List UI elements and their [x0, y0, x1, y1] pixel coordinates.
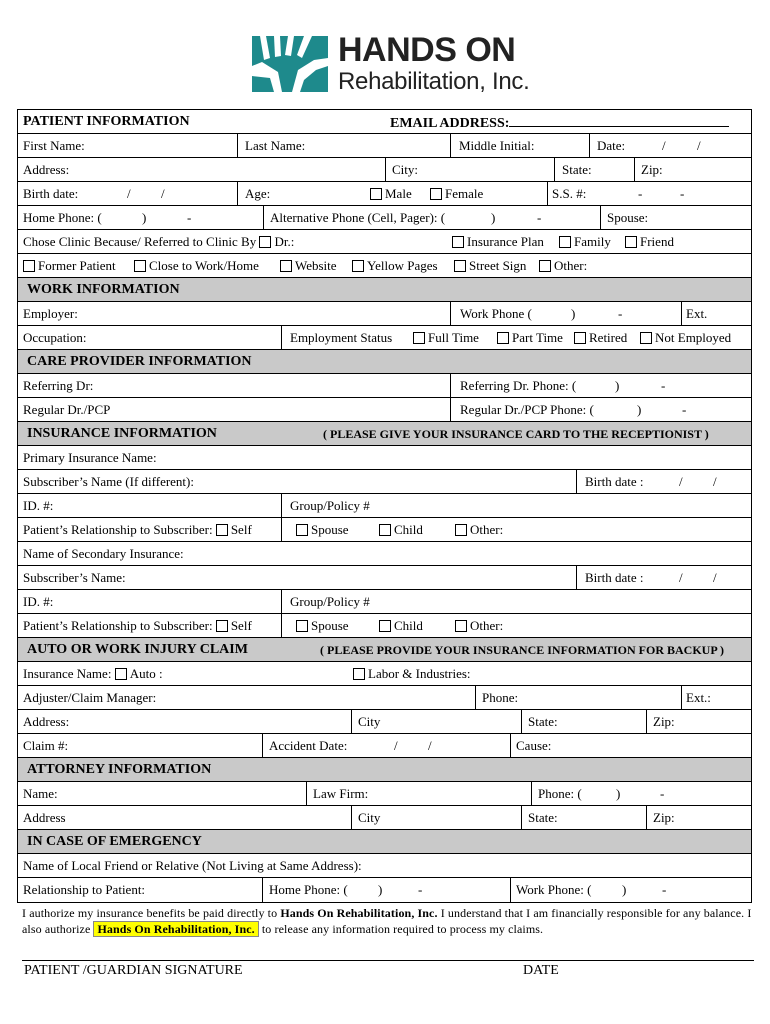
care-header-row [18, 350, 751, 374]
local-friend-field[interactable]: Name of Local Friend or Relative (Not Living at Same Address): [23, 858, 362, 873]
claim-field[interactable]: Claim #: [23, 738, 69, 753]
attorney-zip-field[interactable]: Zip: [646, 806, 753, 829]
street-sign-checkbox[interactable]: Street Sign [454, 258, 526, 273]
attorney-phone-field[interactable]: Phone: ( ) - [531, 782, 753, 805]
age-field[interactable]: Age: [245, 186, 271, 201]
id-field[interactable]: ID. #: [23, 498, 54, 513]
id-2-field[interactable]: ID. #: [23, 594, 54, 609]
section-title-care: CARE PROVIDER INFORMATION [27, 354, 252, 369]
company-name: Hands On Rehabilitation, Inc. [280, 906, 438, 920]
signature-line[interactable] [22, 960, 754, 961]
zip-field[interactable]: Zip: [634, 158, 753, 181]
adjuster-ext-field[interactable]: Ext.: [681, 686, 753, 709]
first-name-field[interactable]: First Name: [23, 138, 85, 153]
middle-initial-field[interactable]: Middle Initial: [450, 134, 589, 157]
emergency-home-phone-field[interactable]: Home Phone: ( ) - [262, 878, 510, 902]
group-policy-2-field[interactable]: Group/Policy # [281, 590, 753, 613]
insurance-plan-checkbox[interactable]: Insurance Plan [452, 234, 544, 249]
group-policy-field[interactable]: Group/Policy # [281, 494, 753, 517]
website-checkbox[interactable]: Website [280, 258, 337, 273]
attorney-address-field[interactable]: Address [23, 810, 66, 825]
occupation-field[interactable]: Occupation: [23, 330, 87, 345]
regular-phone-field[interactable]: Regular Dr./PCP Phone: ( ) - [450, 398, 753, 421]
id-2-row [18, 590, 751, 614]
auto-state-field[interactable]: State: [521, 710, 646, 733]
emergency-header-row [18, 830, 751, 854]
auto-checkbox[interactable] [115, 668, 127, 680]
auto-city-field[interactable]: City [351, 710, 521, 733]
work-phone-field[interactable]: Work Phone ( ) - [450, 302, 681, 325]
relationship-2-label: Patient’s Relationship to Subscriber: Self [23, 618, 252, 633]
relationship-label: Patient’s Relationship to Subscriber: Self [23, 522, 252, 537]
regular-dr-field[interactable]: Regular Dr./PCP [23, 402, 111, 417]
birth-row: Birth date: / / Age: Male Female S.S. #: - - [18, 182, 751, 206]
claim-row [18, 734, 751, 758]
primary-insurance-field[interactable]: Primary Insurance Name: [23, 450, 157, 465]
home-phone-field[interactable]: Home Phone: ( [23, 210, 102, 225]
child-2-checkbox[interactable]: Child [379, 618, 423, 633]
section-title-patient: PATIENT INFORMATION [23, 114, 190, 129]
law-firm-field[interactable]: Law Firm: [306, 782, 531, 805]
part-time-checkbox[interactable]: Part Time [497, 330, 563, 345]
not-employed-checkbox[interactable]: Not Employed [640, 330, 731, 345]
date-field[interactable]: Date: / / [589, 134, 753, 157]
birth-date-field[interactable]: Birth date: [23, 186, 79, 201]
email-label: EMAIL ADDRESS: [390, 114, 729, 131]
subscriber-field[interactable]: Subscriber’s Name (If different): [23, 474, 194, 489]
subscriber-2-birth-date-field[interactable]: Birth date : / / [576, 566, 753, 589]
auto-address-row [18, 710, 751, 734]
section-title-attorney: ATTORNEY INFORMATION [27, 762, 212, 777]
labor-checkbox[interactable]: Labor & Industries: [353, 666, 471, 681]
name-row [18, 134, 751, 158]
regular-dr-row [18, 398, 751, 422]
accident-date-field[interactable]: Accident Date: / / [262, 734, 510, 757]
full-time-checkbox[interactable]: Full Time [413, 330, 479, 345]
occupation-row [18, 326, 751, 350]
insurance-name-label: Insurance Name: Auto : [23, 666, 163, 681]
relationship-row [18, 518, 751, 542]
local-friend-row [18, 854, 751, 878]
employment-status-cell: Employment Status Full Time Part Time Retired Not Employed [281, 326, 753, 349]
other-checkbox[interactable]: Other: [539, 258, 587, 273]
female-checkbox[interactable]: Female [430, 186, 483, 201]
section-title-work: WORK INFORMATION [27, 282, 180, 297]
subscriber-row [18, 470, 751, 494]
subscriber-2-field[interactable]: Subscriber’s Name: [23, 570, 126, 585]
auto-header-row [18, 638, 751, 662]
auto-address-field[interactable]: Address: [23, 714, 70, 729]
insurance-header-row [18, 422, 751, 446]
relationship-2-row [18, 614, 751, 638]
attorney-state-field[interactable]: State: [521, 806, 646, 829]
logo-title: HANDS ON [338, 31, 516, 69]
employer-field[interactable]: Employer: [23, 306, 78, 321]
authorization-text: I authorize my insurance benefits be paid directly to Hands On Rehabilitation, Inc. I understand that I am financially responsible for any balance. I also authorize Hands On Rehabilitation, Inc. to release any information required to process my claims. [22, 906, 752, 936]
referring-dr-row [18, 374, 751, 398]
male-checkbox[interactable]: Male [370, 186, 412, 201]
secondary-insurance-field[interactable]: Name of Secondary Insurance: [23, 546, 184, 561]
child-checkbox[interactable]: Child [379, 522, 423, 537]
attorney-address-row [18, 806, 751, 830]
attorney-name-field[interactable]: Name: [23, 786, 58, 801]
age-gender-cell [237, 182, 547, 205]
other-relationship-checkbox[interactable]: Other: [455, 522, 503, 537]
subscriber-birth-date-field[interactable]: Birth date : / / [576, 470, 753, 493]
friend-checkbox[interactable]: Friend [625, 234, 674, 249]
secondary-insurance-row [18, 542, 751, 566]
section-title-auto: AUTO OR WORK INJURY CLAIM [27, 642, 248, 657]
referring-dr-field[interactable]: Referring Dr: [23, 378, 94, 393]
spouse-checkbox[interactable]: Spouse [296, 522, 349, 537]
attorney-city-field[interactable]: City [351, 806, 521, 829]
section-title-emergency: IN CASE OF EMERGENCY [27, 834, 202, 849]
self-checkbox[interactable] [216, 524, 228, 536]
primary-insurance-row [18, 446, 751, 470]
chose-clinic-label: Chose Clinic Because/ Referred to Clinic By Dr.: [23, 234, 295, 249]
attorney-name-row [18, 782, 751, 806]
city-field[interactable]: City: [385, 158, 554, 181]
former-patient-checkbox[interactable]: Former Patient [23, 258, 116, 273]
ssn-field[interactable]: S.S. #: - - [547, 182, 753, 205]
state-field[interactable]: State: [554, 158, 634, 181]
auto-zip-field[interactable]: Zip: [646, 710, 753, 733]
hand-logo-icon [252, 36, 328, 92]
company-name-highlighted: Hands On Rehabilitation, Inc. [93, 921, 258, 937]
self-2-checkbox[interactable] [216, 620, 228, 632]
close-to-work-checkbox[interactable]: Close to Work/Home [134, 258, 259, 273]
auto-note: ( PLEASE PROVIDE YOUR INSURANCE INFORMATION FOR BACKUP ) [320, 643, 725, 657]
signature-label: PATIENT /GUARDIAN SIGNATURE [24, 963, 243, 978]
company-logo [252, 30, 572, 98]
email-field[interactable] [509, 114, 729, 127]
last-name-field[interactable]: Last Name: [237, 134, 450, 157]
work-header-row [18, 278, 751, 302]
emergency-relationship-row [18, 878, 751, 902]
yellow-pages-checkbox[interactable]: Yellow Pages [352, 258, 438, 273]
referral-row [18, 230, 751, 254]
insurance-name-row [18, 662, 751, 686]
referral-row-2 [18, 254, 751, 278]
relationship-options [281, 518, 753, 541]
patient-header-row [18, 110, 751, 134]
family-checkbox[interactable]: Family [559, 234, 611, 249]
referring-phone-field[interactable]: Referring Dr. Phone: ( ) - [450, 374, 753, 397]
adjuster-field[interactable]: Adjuster/Claim Manager: [23, 690, 157, 705]
attorney-header-row [18, 758, 751, 782]
spouse-2-checkbox[interactable]: Spouse [296, 618, 349, 633]
intake-form [17, 109, 752, 903]
insurance-note: ( PLEASE GIVE YOUR INSURANCE CARD TO THE RECEPTIONIST ) [323, 427, 709, 441]
subscriber-2-row [18, 566, 751, 590]
dr-checkbox[interactable] [259, 236, 271, 248]
adjuster-row [18, 686, 751, 710]
logo-subtitle: Rehabilitation, Inc. [338, 68, 530, 95]
employer-row [18, 302, 751, 326]
alt-phone-field[interactable]: Alternative Phone (Cell, Pager): ( ) - [263, 206, 600, 229]
emergency-relationship-field[interactable]: Relationship to Patient: [23, 882, 146, 897]
emergency-work-phone-field[interactable]: Work Phone: ( ) - [510, 878, 753, 902]
section-title-insurance: INSURANCE INFORMATION [27, 426, 217, 441]
address-row [18, 158, 751, 182]
date-label: DATE [523, 963, 559, 978]
phone-row: Home Phone: ( ) - Alternative Phone (Cell, Pager): ( ) - Spouse: [18, 206, 751, 230]
spouse-field[interactable]: Spouse: [600, 206, 753, 229]
relationship-2-options [281, 614, 753, 637]
id-row [18, 494, 751, 518]
cause-field[interactable]: Cause: [510, 734, 753, 757]
other-relationship-2-checkbox[interactable]: Other: [455, 618, 503, 633]
retired-checkbox[interactable]: Retired [574, 330, 627, 345]
work-ext-field[interactable]: Ext. [681, 302, 753, 325]
adjuster-phone-field[interactable]: Phone: [475, 686, 681, 709]
address-field[interactable]: Address: [23, 162, 70, 177]
